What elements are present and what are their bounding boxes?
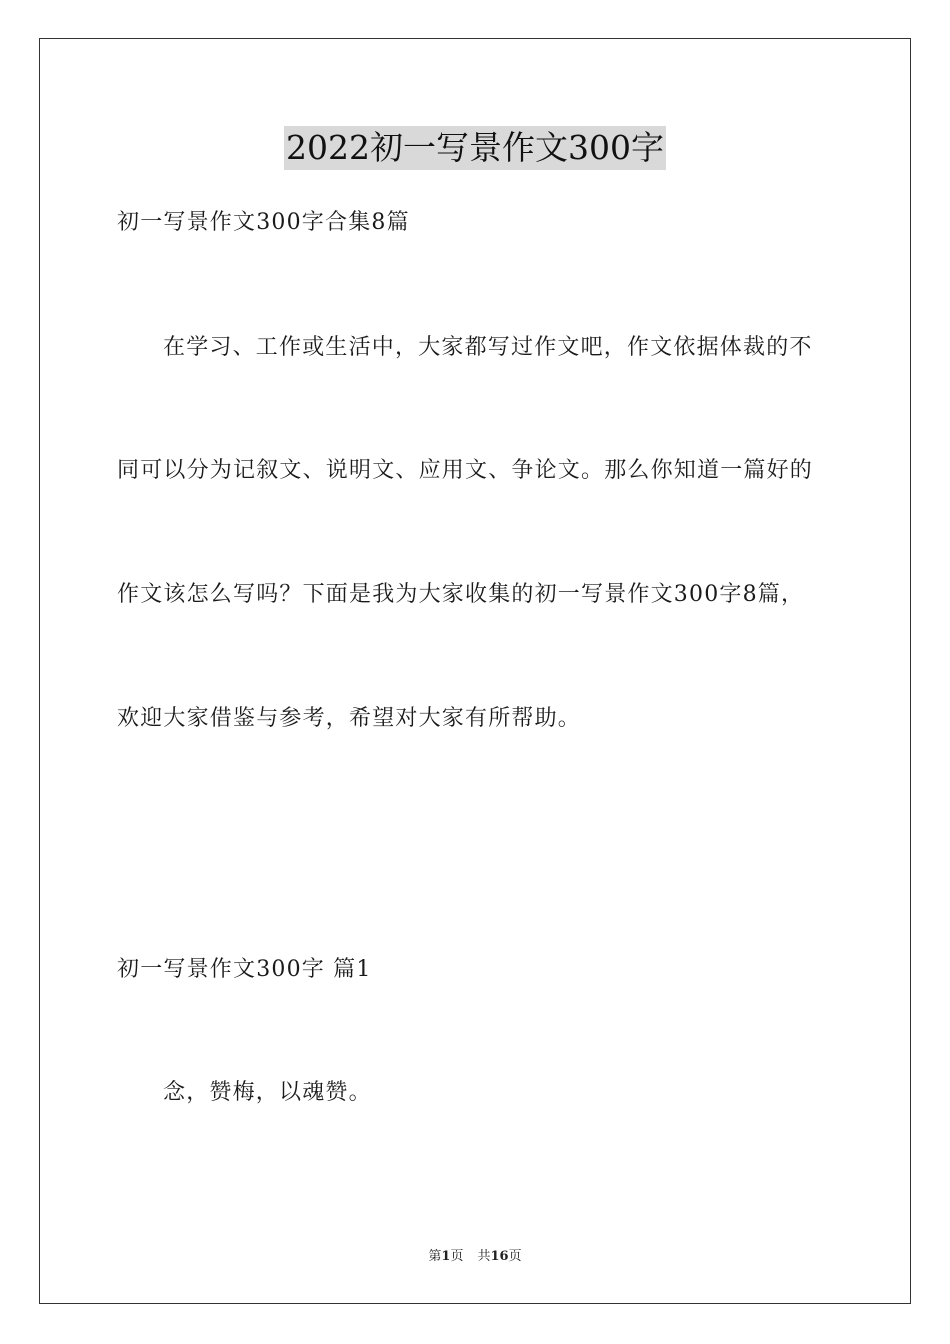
- intro-line-4: 欢迎大家借鉴与参考，希望对大家有所帮助。: [117, 706, 582, 731]
- document-title: 2022初一写景作文300字: [284, 126, 666, 170]
- document-subtitle: 初一写景作文300字合集8篇: [117, 210, 410, 235]
- page-footer: [0, 1248, 950, 1266]
- footer-page-suffix: 页: [450, 1249, 464, 1264]
- footer-page-prefix: 第: [428, 1249, 442, 1264]
- footer-page-current: 1: [441, 1249, 451, 1264]
- intro-line-2: 同可以分为记叙文、说明文、应用文、争论文。那么你知道一篇好的: [117, 458, 814, 483]
- title-container: [0, 126, 950, 170]
- section-body-line: 念，赞梅，以魂赞。: [163, 1080, 372, 1105]
- intro-line-3: 作文该怎么写吗？下面是我为大家收集的初一写景作文300字8篇，: [117, 582, 805, 607]
- footer-total-prefix: 共: [477, 1249, 491, 1264]
- section-heading: 初一写景作文300字 篇1: [117, 957, 372, 982]
- footer-page-total: 16: [490, 1249, 509, 1264]
- intro-line-1: 在学习、工作或生活中，大家都写过作文吧，作文依据体裁的不: [163, 335, 813, 360]
- footer-total-suffix: 页: [508, 1249, 522, 1264]
